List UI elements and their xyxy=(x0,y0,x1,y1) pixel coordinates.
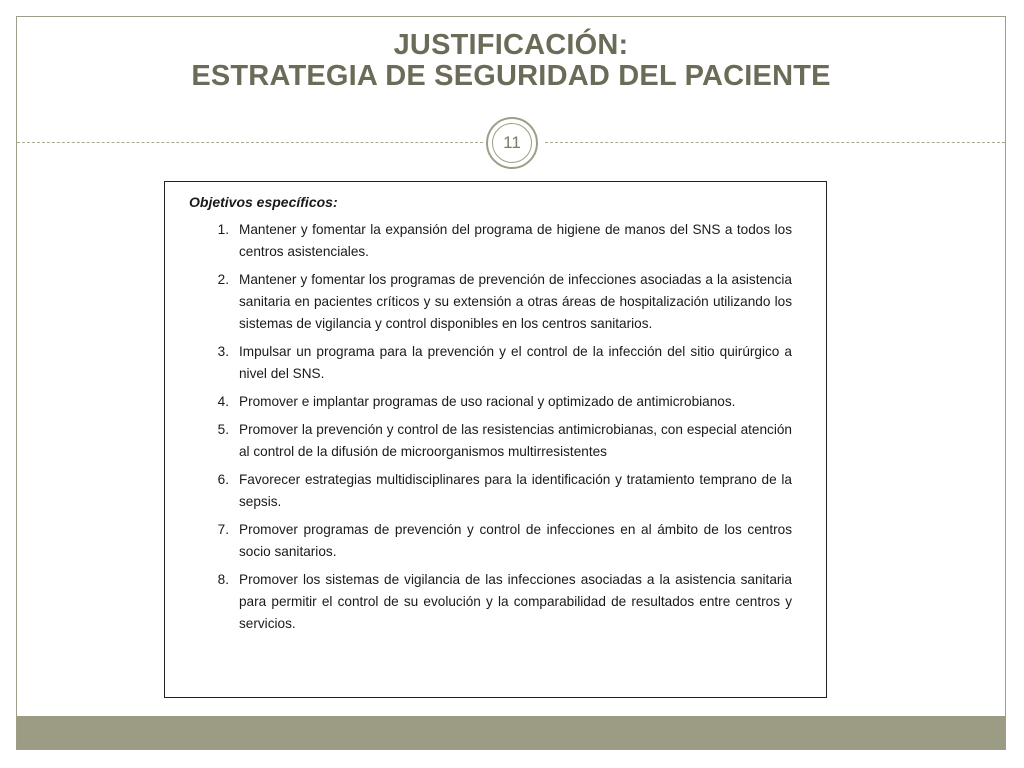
header-divider-left xyxy=(17,142,483,143)
list-item xyxy=(189,469,792,513)
item-number: 3. xyxy=(217,344,229,359)
objectives-list xyxy=(189,219,792,635)
item-text: Promover programas de prevención y control de infecciones en al ámbito de los centros socio sanitarios. xyxy=(239,522,792,559)
page-number: 11 xyxy=(492,123,532,163)
list-item xyxy=(189,419,792,463)
item-text: Mantener y fomentar la expansión del programa de higiene de manos del SNS a todos los centros asistenciales. xyxy=(239,222,792,259)
objectives-box xyxy=(164,181,827,698)
list-item xyxy=(189,269,792,335)
list-item xyxy=(189,569,792,635)
item-text: Promover e implantar programas de uso racional y optimizado de antimicrobianos. xyxy=(239,394,736,409)
title-line-1: JUSTIFICACIÓN: xyxy=(393,29,629,61)
item-number: 5. xyxy=(217,422,229,437)
title-line-2: ESTRATEGIA DE SEGURIDAD DEL PACIENTE xyxy=(191,60,831,92)
item-number: 6. xyxy=(217,472,229,487)
list-item xyxy=(189,341,792,385)
page-number-badge xyxy=(486,117,538,169)
item-number: 2. xyxy=(217,272,229,287)
item-text: Favorecer estrategias multidisciplinares para la identificación y tratamiento temprano de la sepsis. xyxy=(239,472,792,509)
item-number: 8. xyxy=(217,572,229,587)
item-number: 1. xyxy=(217,222,229,237)
list-item xyxy=(189,391,792,413)
list-item xyxy=(189,519,792,563)
footer-accent-bar xyxy=(17,716,1005,749)
objectives-heading: Objetivos específicos: xyxy=(189,194,338,210)
item-text: Promover los sistemas de vigilancia de las infecciones asociadas a la asistencia sanitaria para permitir el control de su evolución y la comparabilidad de resultados entre centros y servicios. xyxy=(239,572,792,631)
item-number: 4. xyxy=(217,394,229,409)
header-divider-right xyxy=(545,142,1005,143)
item-number: 7. xyxy=(217,522,229,537)
slide-title xyxy=(16,30,1006,92)
item-text: Promover la prevención y control de las resistencias antimicrobianas, con especial atención al control de la difusión de microorganismos multirresistentes xyxy=(239,422,792,459)
item-text: Impulsar un programa para la prevención y el control de la infección del sitio quirúrgico a nivel del SNS. xyxy=(239,344,792,381)
item-text: Mantener y fomentar los programas de prevención de infecciones asociadas a la asistencia sanitaria en pacientes críticos y su extensión a otras áreas de hospitalización utilizando los sistemas de vigilancia y control disponibles en los centros sanitarios. xyxy=(239,272,792,331)
list-item xyxy=(189,219,792,263)
